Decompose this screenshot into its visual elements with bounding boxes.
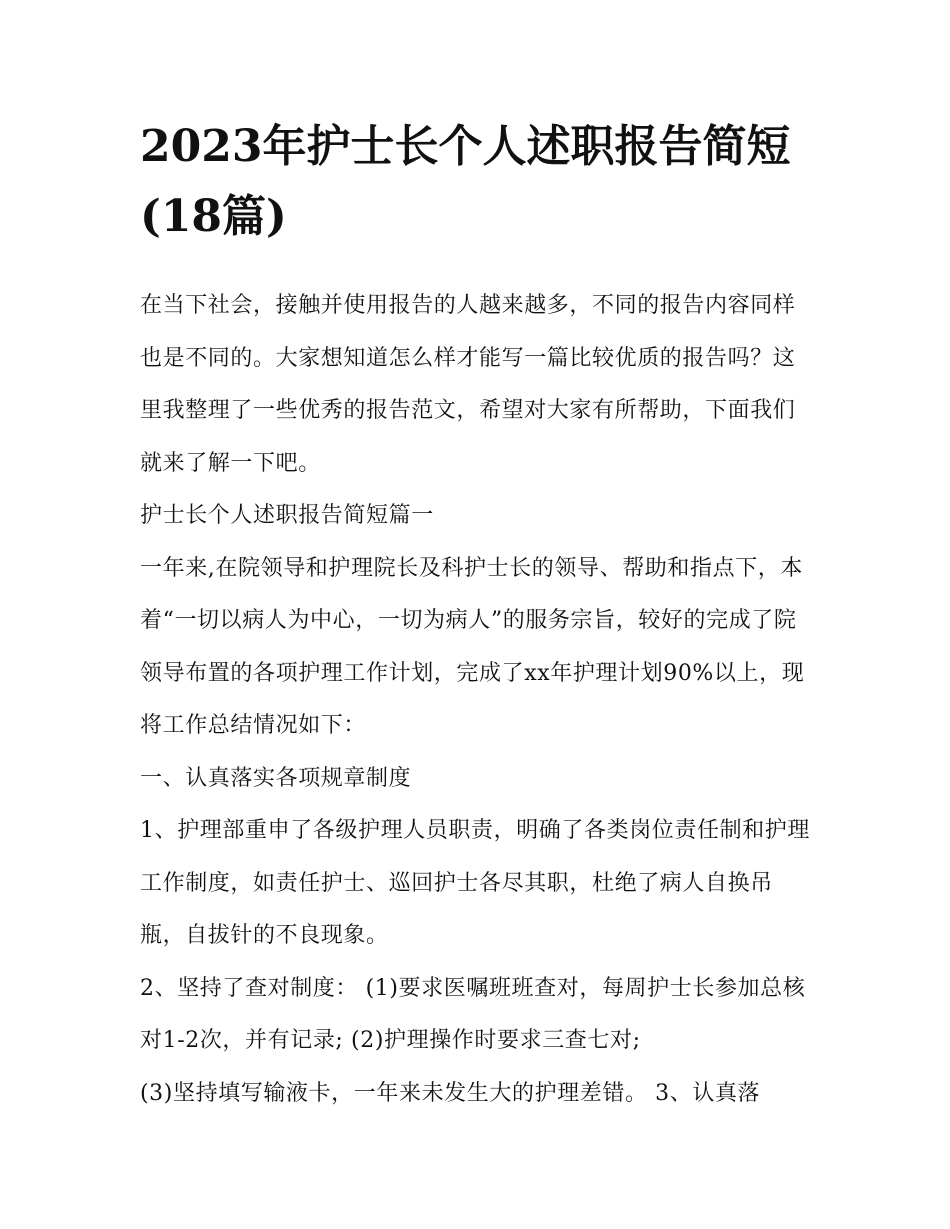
document-body: [140, 280, 815, 1120]
intro-paragraph: 在当下社会，接触并使用报告的人越来越多，不同的报告内容同样也是不同的。大家想知道怎么样才能写一篇比较优质的报告吗？这里我整理了一些优秀的报告范文，希望对大家有所帮助，下面我们就来了解一下吧。: [140, 293, 796, 476]
body-paragraph: 一年来,在院领导和护理院长及科护士长的领导、帮助和指点下，本着“一切以病人为中心，一切为病人”的服务宗旨，较好的完成了院领导布置的各项护理工作计划，完成了xx年护理计划90%以上，现将工作总结情况如下：: [140, 555, 805, 738]
list-item: (3)坚持填写输液卡，一年来未发生大的护理差错。 3、认真落: [140, 1080, 761, 1106]
list-item: 2、坚持了查对制度： (1)要求医嘱班班查对，每周护士长参加总核对1-2次，并有记录; (2)护理操作时要求三查七对;: [140, 975, 806, 1053]
section-heading: 护士长个人述职报告简短篇一: [140, 503, 434, 528]
document-page: [140, 112, 815, 1120]
document-title: 2023年护士长个人述职报告简短(18篇): [140, 121, 791, 242]
list-item: 1、护理部重申了各级护理人员职责，明确了各类岗位责任制和护理工作制度，如责任护士、巡回护士各尽其职，杜绝了病人自换吊瓶，自拔针的不良现象。: [140, 818, 810, 948]
subsection-heading: 一、认真落实各项规章制度: [140, 765, 412, 791]
